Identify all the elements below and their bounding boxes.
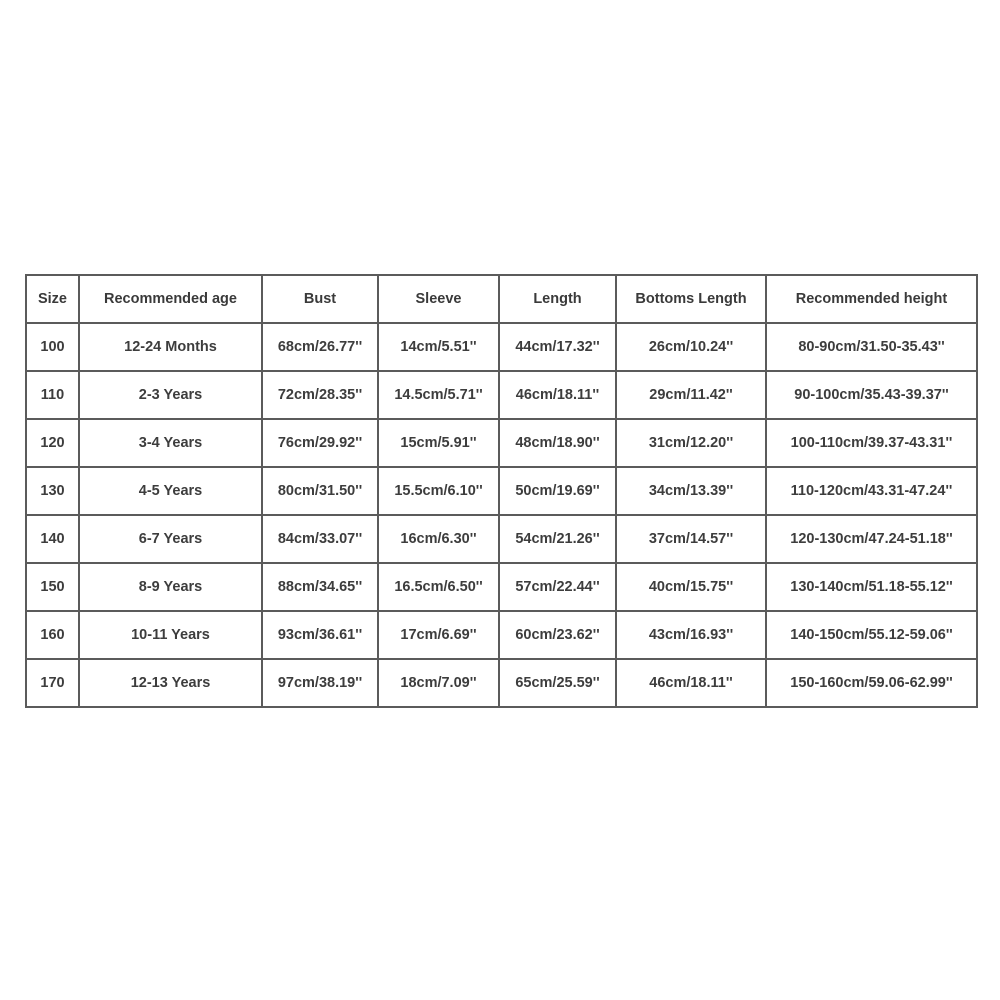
size-chart-table bbox=[25, 274, 978, 708]
cell-bust: 80cm/31.50'' bbox=[262, 467, 378, 515]
cell-sleeve: 16.5cm/6.50'' bbox=[378, 563, 499, 611]
table-row bbox=[26, 563, 977, 611]
table-row bbox=[26, 323, 977, 371]
cell-bottoms-length: 37cm/14.57'' bbox=[616, 515, 766, 563]
cell-length: 46cm/18.11'' bbox=[499, 371, 616, 419]
cell-length: 65cm/25.59'' bbox=[499, 659, 616, 707]
table-row bbox=[26, 467, 977, 515]
cell-size: 110 bbox=[26, 371, 79, 419]
table-row bbox=[26, 611, 977, 659]
cell-recommended-age: 3-4 Years bbox=[79, 419, 262, 467]
header-sleeve: Sleeve bbox=[378, 275, 499, 323]
cell-bottoms-length: 31cm/12.20'' bbox=[616, 419, 766, 467]
header-recommended-height: Recommended height bbox=[766, 275, 977, 323]
cell-sleeve: 14cm/5.51'' bbox=[378, 323, 499, 371]
cell-bust: 68cm/26.77'' bbox=[262, 323, 378, 371]
cell-size: 170 bbox=[26, 659, 79, 707]
cell-recommended-age: 6-7 Years bbox=[79, 515, 262, 563]
table-row bbox=[26, 419, 977, 467]
header-bust: Bust bbox=[262, 275, 378, 323]
cell-sleeve: 18cm/7.09'' bbox=[378, 659, 499, 707]
header-recommended-age: Recommended age bbox=[79, 275, 262, 323]
cell-size: 140 bbox=[26, 515, 79, 563]
cell-recommended-age: 10-11 Years bbox=[79, 611, 262, 659]
cell-sleeve: 17cm/6.69'' bbox=[378, 611, 499, 659]
cell-bust: 72cm/28.35'' bbox=[262, 371, 378, 419]
cell-sleeve: 16cm/6.30'' bbox=[378, 515, 499, 563]
cell-bust: 97cm/38.19'' bbox=[262, 659, 378, 707]
cell-length: 54cm/21.26'' bbox=[499, 515, 616, 563]
cell-recommended-height: 130-140cm/51.18-55.12'' bbox=[766, 563, 977, 611]
cell-recommended-height: 110-120cm/43.31-47.24'' bbox=[766, 467, 977, 515]
header-size: Size bbox=[26, 275, 79, 323]
cell-recommended-age: 12-13 Years bbox=[79, 659, 262, 707]
table-row bbox=[26, 515, 977, 563]
cell-length: 50cm/19.69'' bbox=[499, 467, 616, 515]
table-row bbox=[26, 659, 977, 707]
cell-bust: 84cm/33.07'' bbox=[262, 515, 378, 563]
cell-sleeve: 15.5cm/6.10'' bbox=[378, 467, 499, 515]
cell-bottoms-length: 26cm/10.24'' bbox=[616, 323, 766, 371]
cell-length: 57cm/22.44'' bbox=[499, 563, 616, 611]
cell-recommended-height: 120-130cm/47.24-51.18'' bbox=[766, 515, 977, 563]
cell-size: 150 bbox=[26, 563, 79, 611]
cell-recommended-age: 4-5 Years bbox=[79, 467, 262, 515]
cell-length: 60cm/23.62'' bbox=[499, 611, 616, 659]
cell-bottoms-length: 43cm/16.93'' bbox=[616, 611, 766, 659]
cell-recommended-age: 8-9 Years bbox=[79, 563, 262, 611]
cell-bust: 76cm/29.92'' bbox=[262, 419, 378, 467]
cell-length: 44cm/17.32'' bbox=[499, 323, 616, 371]
cell-bust: 93cm/36.61'' bbox=[262, 611, 378, 659]
cell-bottoms-length: 46cm/18.11'' bbox=[616, 659, 766, 707]
cell-bottoms-length: 34cm/13.39'' bbox=[616, 467, 766, 515]
cell-size: 100 bbox=[26, 323, 79, 371]
header-bottoms-length: Bottoms Length bbox=[616, 275, 766, 323]
cell-bottoms-length: 29cm/11.42'' bbox=[616, 371, 766, 419]
cell-recommended-height: 150-160cm/59.06-62.99'' bbox=[766, 659, 977, 707]
cell-recommended-age: 12-24 Months bbox=[79, 323, 262, 371]
cell-recommended-age: 2-3 Years bbox=[79, 371, 262, 419]
cell-recommended-height: 140-150cm/55.12-59.06'' bbox=[766, 611, 977, 659]
cell-size: 130 bbox=[26, 467, 79, 515]
cell-sleeve: 15cm/5.91'' bbox=[378, 419, 499, 467]
cell-recommended-height: 100-110cm/39.37-43.31'' bbox=[766, 419, 977, 467]
table-header-row bbox=[26, 275, 977, 323]
cell-length: 48cm/18.90'' bbox=[499, 419, 616, 467]
cell-size: 120 bbox=[26, 419, 79, 467]
cell-recommended-height: 90-100cm/35.43-39.37'' bbox=[766, 371, 977, 419]
cell-recommended-height: 80-90cm/31.50-35.43'' bbox=[766, 323, 977, 371]
table-row bbox=[26, 371, 977, 419]
cell-sleeve: 14.5cm/5.71'' bbox=[378, 371, 499, 419]
header-length: Length bbox=[499, 275, 616, 323]
cell-size: 160 bbox=[26, 611, 79, 659]
cell-bust: 88cm/34.65'' bbox=[262, 563, 378, 611]
cell-bottoms-length: 40cm/15.75'' bbox=[616, 563, 766, 611]
